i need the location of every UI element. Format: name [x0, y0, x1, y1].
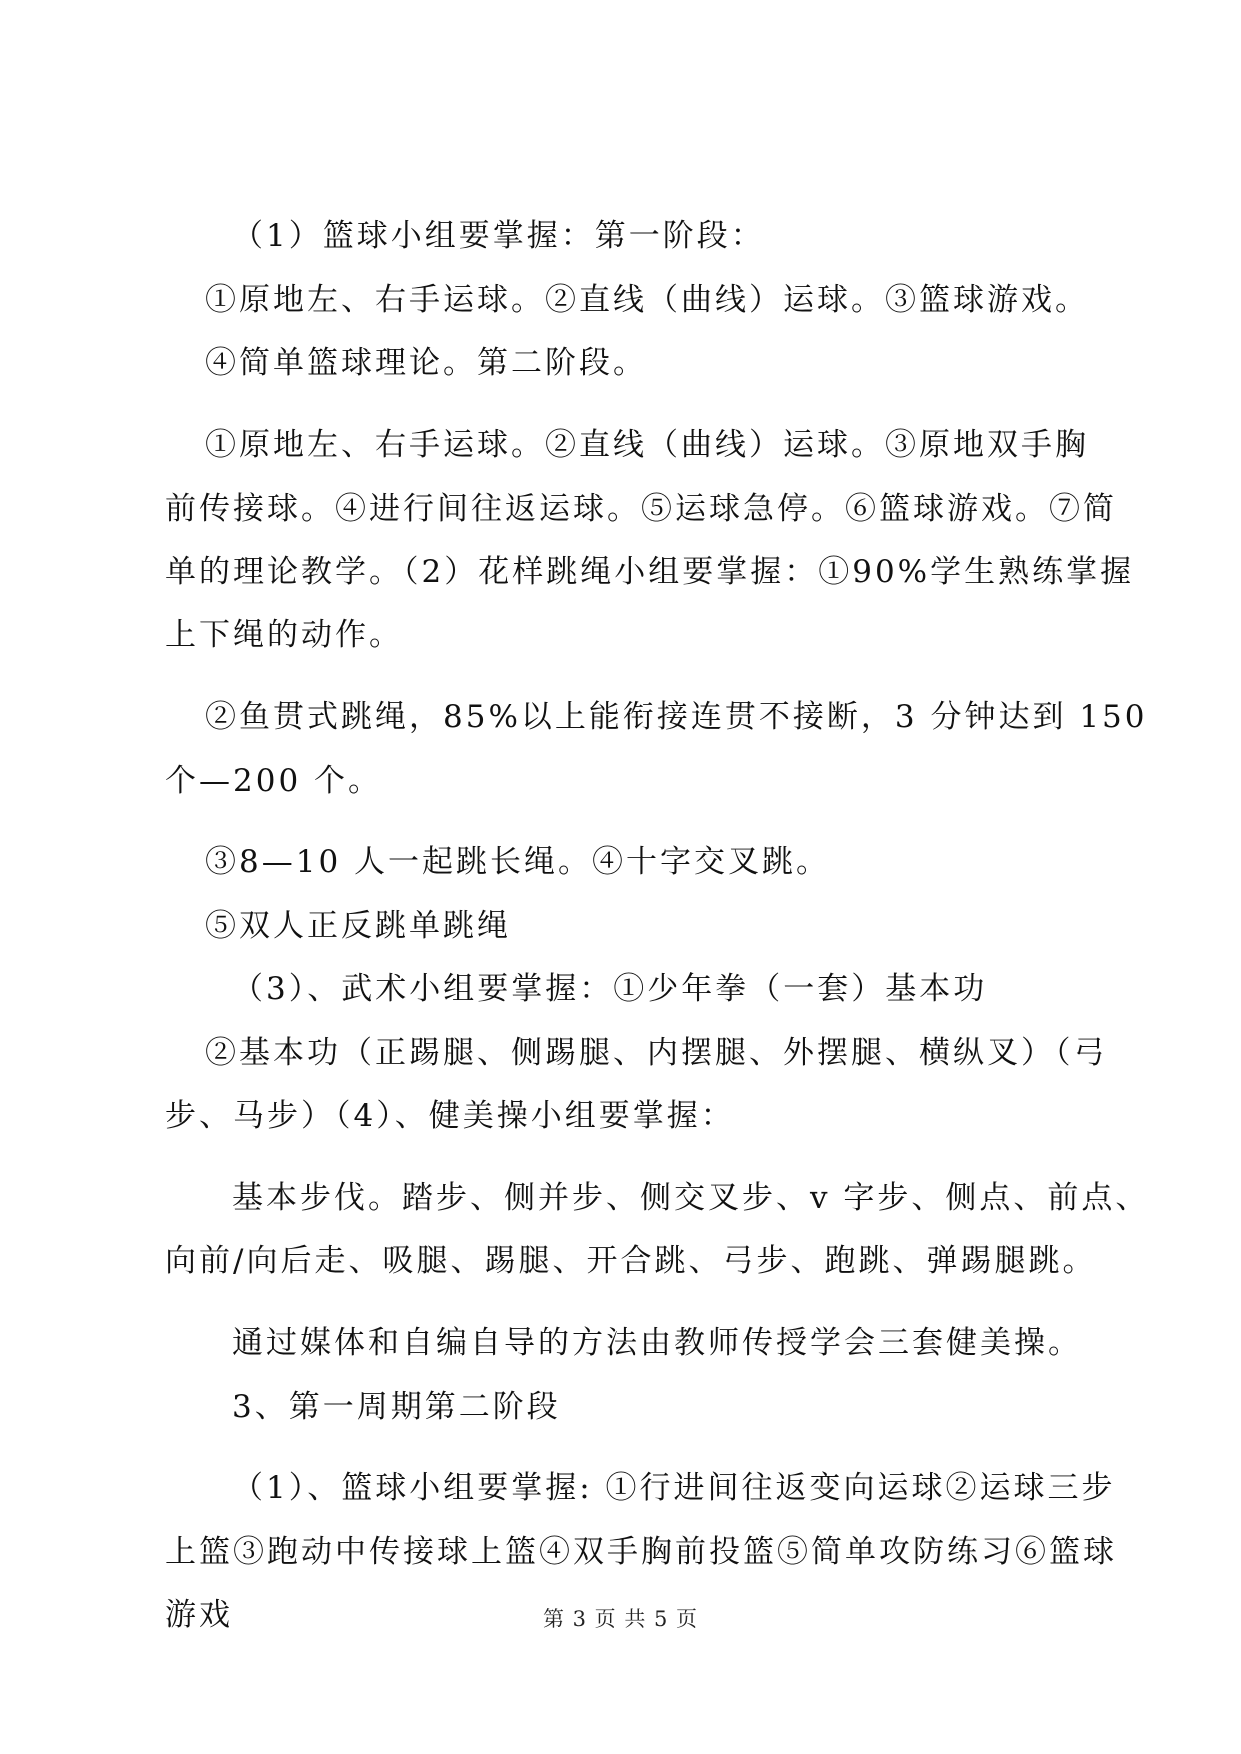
text-line-10: ③8—10 人一起跳长绳。④十字交叉跳。: [205, 844, 831, 880]
text-line-15: 基本步伐。踏步、侧并步、侧交叉步、v 字步、侧点、前点、: [232, 1180, 1150, 1216]
text-line-1: （1）篮球小组要掌握：第一阶段：: [232, 218, 765, 254]
text-line-12: （3）、武术小组要掌握：①少年拳（一套）基本功: [232, 971, 988, 1007]
text-line-5: 前传接球。④进行间往返运球。⑤运球急停。⑥篮球游戏。⑦简: [165, 491, 1117, 527]
text-line-2: ①原地左、右手运球。②直线（曲线）运球。③篮球游戏。: [205, 282, 1089, 318]
text-line-19: （1）、篮球小组要掌握: ①行进间往返变向运球②运球三步: [232, 1470, 1116, 1506]
text-line-13: ②基本功（正踢腿、侧踢腿、内摆腿、外摆腿、横纵叉）（弓: [205, 1035, 1108, 1071]
text-line-7: 上下绳的动作。: [165, 617, 403, 653]
text-line-20: 上篮③跑动中传接球上篮④双手胸前投篮⑤简单攻防练习⑥篮球: [165, 1534, 1117, 1570]
text-line-6: 单的理论教学。（2）花样跳绳小组要掌握：①90%学生熟练掌握: [165, 554, 1135, 590]
text-line-9: 个—200 个。: [165, 763, 383, 799]
text-line-16: 向前/向后走、吸腿、踢腿、开合跳、弓步、跑跳、弹踢腿跳。: [165, 1243, 1097, 1279]
text-line-17: 通过媒体和自编自导的方法由教师传授学会三套健美操。: [232, 1325, 1082, 1361]
page-number-footer: 第 3 页 共 5 页: [542, 1607, 699, 1631]
text-line-14: 步、马步）（4）、健美操小组要掌握：: [165, 1098, 735, 1134]
text-line-4: ①原地左、右手运球。②直线（曲线）运球。③原地双手胸: [205, 427, 1089, 463]
text-line-11: ⑤双人正反跳单跳绳: [205, 908, 511, 944]
text-line-3: ④简单篮球理论。第二阶段。: [205, 345, 647, 381]
text-line-18: 3、第一周期第二阶段: [232, 1389, 561, 1425]
text-line-8: ②鱼贯式跳绳，85%以上能衔接连贯不接断，3 分钟达到 150: [205, 699, 1148, 735]
text-line-21: 游戏: [165, 1597, 233, 1633]
